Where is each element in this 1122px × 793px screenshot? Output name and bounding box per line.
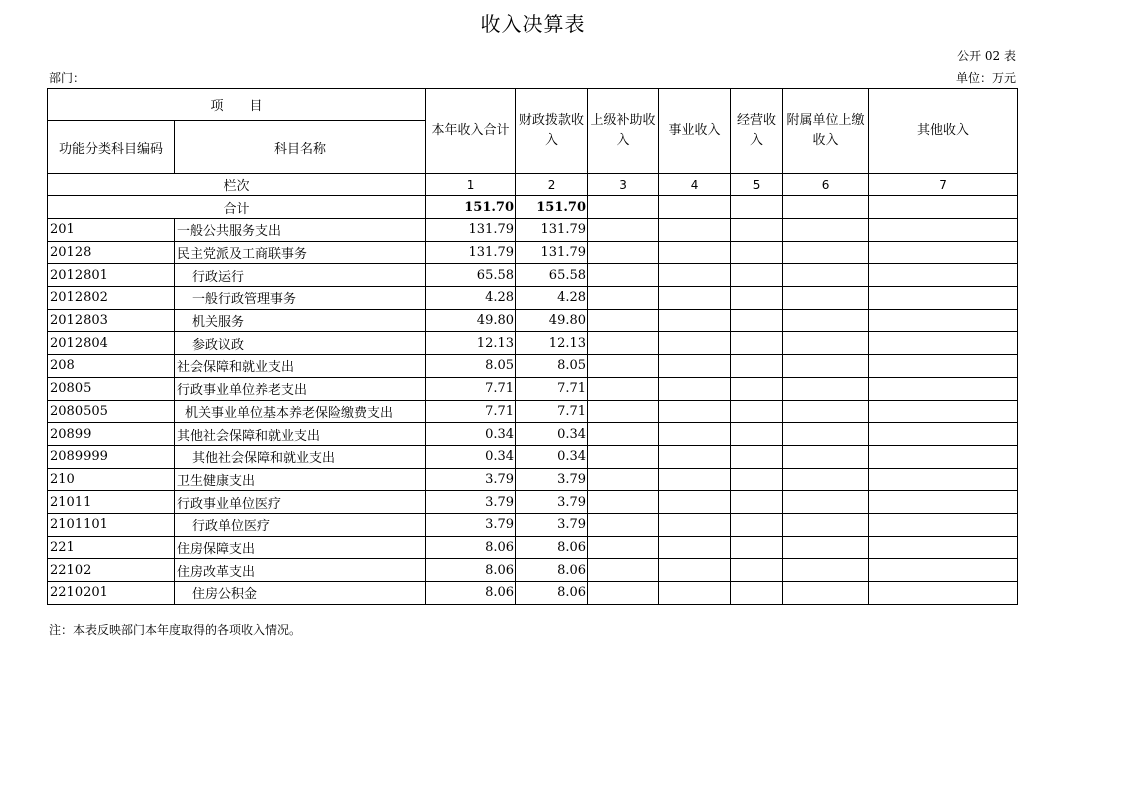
lanci-num: 2 bbox=[516, 174, 588, 196]
empty-cell bbox=[588, 400, 659, 423]
empty-cell bbox=[869, 377, 1018, 400]
table-row bbox=[48, 355, 1018, 378]
row-code: 221 bbox=[48, 536, 175, 559]
empty-cell bbox=[588, 582, 659, 605]
row-value-2: 8.06 bbox=[516, 582, 588, 605]
empty-cell bbox=[869, 400, 1018, 423]
row-value-2: 8.05 bbox=[516, 355, 588, 378]
empty-cell bbox=[659, 196, 731, 219]
row-name: 社会保障和就业支出 bbox=[175, 355, 426, 378]
empty-cell bbox=[869, 582, 1018, 605]
empty-cell bbox=[731, 423, 783, 446]
empty-cell bbox=[731, 400, 783, 423]
row-name: 住房保障支出 bbox=[175, 536, 426, 559]
row-value-1: 8.06 bbox=[426, 536, 516, 559]
data-rows bbox=[48, 219, 1018, 605]
header-col-4: 事业收入 bbox=[659, 89, 731, 174]
lanci-num: 7 bbox=[869, 174, 1018, 196]
row-name: 参政议政 bbox=[175, 332, 426, 355]
row-value-1: 7.71 bbox=[426, 377, 516, 400]
table-row bbox=[48, 491, 1018, 514]
income-table bbox=[47, 88, 1018, 605]
empty-cell bbox=[869, 196, 1018, 219]
row-value-2: 131.79 bbox=[516, 219, 588, 242]
empty-cell bbox=[869, 287, 1018, 310]
empty-cell bbox=[731, 377, 783, 400]
row-name: 机关事业单位基本养老保险缴费支出 bbox=[175, 400, 426, 423]
empty-cell bbox=[731, 513, 783, 536]
table-row bbox=[48, 513, 1018, 536]
empty-cell bbox=[588, 559, 659, 582]
empty-cell bbox=[731, 559, 783, 582]
empty-cell bbox=[588, 468, 659, 491]
row-value-1: 8.06 bbox=[426, 559, 516, 582]
empty-cell bbox=[588, 332, 659, 355]
row-code: 2012804 bbox=[48, 332, 175, 355]
row-code: 21011 bbox=[48, 491, 175, 514]
empty-cell bbox=[783, 264, 869, 287]
empty-cell bbox=[731, 287, 783, 310]
empty-cell bbox=[659, 468, 731, 491]
row-name: 机关服务 bbox=[175, 309, 426, 332]
report-title: 收入决算表 bbox=[480, 12, 586, 36]
header-code: 功能分类科目编码 bbox=[48, 121, 175, 174]
row-code: 2101101 bbox=[48, 513, 175, 536]
row-name: 行政单位医疗 bbox=[175, 513, 426, 536]
lanci-num: 3 bbox=[588, 174, 659, 196]
empty-cell bbox=[588, 287, 659, 310]
empty-cell bbox=[783, 582, 869, 605]
row-code: 20899 bbox=[48, 423, 175, 446]
empty-cell bbox=[869, 491, 1018, 514]
empty-cell bbox=[731, 332, 783, 355]
empty-cell bbox=[783, 332, 869, 355]
total-value-1: 151.70 bbox=[426, 196, 516, 219]
row-value-2: 3.79 bbox=[516, 513, 588, 536]
empty-cell bbox=[783, 241, 869, 264]
empty-cell bbox=[869, 309, 1018, 332]
row-code: 2012803 bbox=[48, 309, 175, 332]
row-value-1: 4.28 bbox=[426, 287, 516, 310]
header-col-6: 附属单位上缴收入 bbox=[783, 89, 869, 174]
table-row bbox=[48, 241, 1018, 264]
row-value-1: 0.34 bbox=[426, 423, 516, 446]
row-value-2: 3.79 bbox=[516, 468, 588, 491]
empty-cell bbox=[731, 536, 783, 559]
empty-cell bbox=[731, 196, 783, 219]
row-value-2: 8.06 bbox=[516, 559, 588, 582]
row-value-2: 7.71 bbox=[516, 400, 588, 423]
row-code: 2012801 bbox=[48, 264, 175, 287]
lanci-num: 6 bbox=[783, 174, 869, 196]
empty-cell bbox=[869, 241, 1018, 264]
empty-cell bbox=[869, 513, 1018, 536]
header-col-1: 本年收入合计 bbox=[426, 89, 516, 174]
empty-cell bbox=[783, 513, 869, 536]
empty-cell bbox=[783, 309, 869, 332]
empty-cell bbox=[659, 287, 731, 310]
row-value-1: 3.79 bbox=[426, 513, 516, 536]
row-code: 2080505 bbox=[48, 400, 175, 423]
empty-cell bbox=[783, 400, 869, 423]
table-row bbox=[48, 400, 1018, 423]
empty-cell bbox=[588, 445, 659, 468]
row-name: 一般行政管理事务 bbox=[175, 287, 426, 310]
empty-cell bbox=[659, 423, 731, 446]
row-name: 住房改革支出 bbox=[175, 559, 426, 582]
row-value-2: 7.71 bbox=[516, 377, 588, 400]
table-row bbox=[48, 536, 1018, 559]
empty-cell bbox=[731, 219, 783, 242]
empty-cell bbox=[588, 536, 659, 559]
table-row bbox=[48, 377, 1018, 400]
empty-cell bbox=[731, 355, 783, 378]
row-name: 住房公积金 bbox=[175, 582, 426, 605]
empty-cell bbox=[869, 355, 1018, 378]
empty-cell bbox=[659, 400, 731, 423]
row-name: 一般公共服务支出 bbox=[175, 219, 426, 242]
empty-cell bbox=[659, 513, 731, 536]
row-value-1: 3.79 bbox=[426, 491, 516, 514]
empty-cell bbox=[659, 264, 731, 287]
row-value-1: 131.79 bbox=[426, 219, 516, 242]
header-col-2: 财政拨款收入 bbox=[516, 89, 588, 174]
table-row bbox=[48, 423, 1018, 446]
row-name: 其他社会保障和就业支出 bbox=[175, 423, 426, 446]
empty-cell bbox=[783, 196, 869, 219]
lanci-num: 1 bbox=[426, 174, 516, 196]
empty-cell bbox=[783, 423, 869, 446]
row-value-2: 12.13 bbox=[516, 332, 588, 355]
empty-cell bbox=[783, 536, 869, 559]
row-value-2: 0.34 bbox=[516, 423, 588, 446]
empty-cell bbox=[869, 559, 1018, 582]
empty-cell bbox=[869, 264, 1018, 287]
row-value-2: 4.28 bbox=[516, 287, 588, 310]
row-code: 20128 bbox=[48, 241, 175, 264]
empty-cell bbox=[869, 468, 1018, 491]
empty-cell bbox=[588, 241, 659, 264]
empty-cell bbox=[731, 309, 783, 332]
table-row bbox=[48, 582, 1018, 605]
row-value-2: 3.79 bbox=[516, 491, 588, 514]
empty-cell bbox=[731, 264, 783, 287]
row-code: 2210201 bbox=[48, 582, 175, 605]
empty-cell bbox=[869, 536, 1018, 559]
empty-cell bbox=[659, 445, 731, 468]
row-name: 行政事业单位养老支出 bbox=[175, 377, 426, 400]
empty-cell bbox=[731, 445, 783, 468]
empty-cell bbox=[783, 468, 869, 491]
empty-cell bbox=[659, 241, 731, 264]
row-value-2: 8.06 bbox=[516, 536, 588, 559]
row-code: 201 bbox=[48, 219, 175, 242]
empty-cell bbox=[659, 309, 731, 332]
table-row bbox=[48, 559, 1018, 582]
table-row bbox=[48, 264, 1018, 287]
row-value-1: 65.58 bbox=[426, 264, 516, 287]
empty-cell bbox=[869, 219, 1018, 242]
empty-cell bbox=[659, 491, 731, 514]
empty-cell bbox=[731, 468, 783, 491]
empty-cell bbox=[783, 559, 869, 582]
empty-cell bbox=[731, 582, 783, 605]
row-value-1: 8.06 bbox=[426, 582, 516, 605]
table-row bbox=[48, 445, 1018, 468]
row-name: 其他社会保障和就业支出 bbox=[175, 445, 426, 468]
empty-cell bbox=[783, 445, 869, 468]
row-name: 行政运行 bbox=[175, 264, 426, 287]
empty-cell bbox=[588, 423, 659, 446]
row-value-2: 131.79 bbox=[516, 241, 588, 264]
empty-cell bbox=[588, 196, 659, 219]
header-name: 科目名称 bbox=[175, 121, 426, 174]
empty-cell bbox=[731, 241, 783, 264]
empty-cell bbox=[783, 355, 869, 378]
form-number: 公开 02 表 bbox=[957, 49, 1016, 63]
empty-cell bbox=[869, 332, 1018, 355]
total-label: 合计 bbox=[48, 196, 426, 219]
header-col-7: 其他收入 bbox=[869, 89, 1018, 174]
empty-cell bbox=[588, 377, 659, 400]
total-value-2: 151.70 bbox=[516, 196, 588, 219]
row-code: 2012802 bbox=[48, 287, 175, 310]
row-code: 20805 bbox=[48, 377, 175, 400]
row-code: 2089999 bbox=[48, 445, 175, 468]
empty-cell bbox=[659, 559, 731, 582]
row-value-1: 3.79 bbox=[426, 468, 516, 491]
empty-cell bbox=[783, 377, 869, 400]
empty-cell bbox=[869, 423, 1018, 446]
row-value-1: 8.05 bbox=[426, 355, 516, 378]
department-label: 部门： bbox=[49, 71, 86, 85]
empty-cell bbox=[659, 377, 731, 400]
empty-cell bbox=[659, 332, 731, 355]
empty-cell bbox=[588, 309, 659, 332]
empty-cell bbox=[659, 582, 731, 605]
row-value-1: 0.34 bbox=[426, 445, 516, 468]
table-row bbox=[48, 468, 1018, 491]
empty-cell bbox=[588, 355, 659, 378]
lanci-num: 5 bbox=[731, 174, 783, 196]
empty-cell bbox=[588, 264, 659, 287]
row-value-1: 49.80 bbox=[426, 309, 516, 332]
empty-cell bbox=[783, 219, 869, 242]
row-name: 卫生健康支出 bbox=[175, 468, 426, 491]
empty-cell bbox=[588, 491, 659, 514]
table-row bbox=[48, 309, 1018, 332]
empty-cell bbox=[783, 491, 869, 514]
row-value-2: 0.34 bbox=[516, 445, 588, 468]
header-project: 项 目 bbox=[48, 89, 426, 121]
header-col-3: 上级补助收入 bbox=[588, 89, 659, 174]
row-code: 208 bbox=[48, 355, 175, 378]
empty-cell bbox=[588, 513, 659, 536]
table-row bbox=[48, 332, 1018, 355]
row-value-1: 7.71 bbox=[426, 400, 516, 423]
empty-cell bbox=[731, 491, 783, 514]
lanci-label: 栏次 bbox=[48, 174, 426, 196]
row-value-2: 65.58 bbox=[516, 264, 588, 287]
total-row bbox=[48, 196, 1018, 219]
row-name: 行政事业单位医疗 bbox=[175, 491, 426, 514]
table-note: 注：本表反映部门本年度取得的各项收入情况。 bbox=[49, 623, 302, 637]
header-col-5: 经营收入 bbox=[731, 89, 783, 174]
table-row bbox=[48, 287, 1018, 310]
row-name: 民主党派及工商联事务 bbox=[175, 241, 426, 264]
empty-cell bbox=[783, 287, 869, 310]
table-row bbox=[48, 219, 1018, 242]
empty-cell bbox=[588, 219, 659, 242]
lanci-num: 4 bbox=[659, 174, 731, 196]
row-value-1: 12.13 bbox=[426, 332, 516, 355]
row-value-1: 131.79 bbox=[426, 241, 516, 264]
row-code: 22102 bbox=[48, 559, 175, 582]
empty-cell bbox=[659, 355, 731, 378]
empty-cell bbox=[659, 536, 731, 559]
row-code: 210 bbox=[48, 468, 175, 491]
row-value-2: 49.80 bbox=[516, 309, 588, 332]
empty-cell bbox=[659, 219, 731, 242]
unit-label: 单位：万元 bbox=[955, 71, 1016, 85]
empty-cell bbox=[869, 445, 1018, 468]
